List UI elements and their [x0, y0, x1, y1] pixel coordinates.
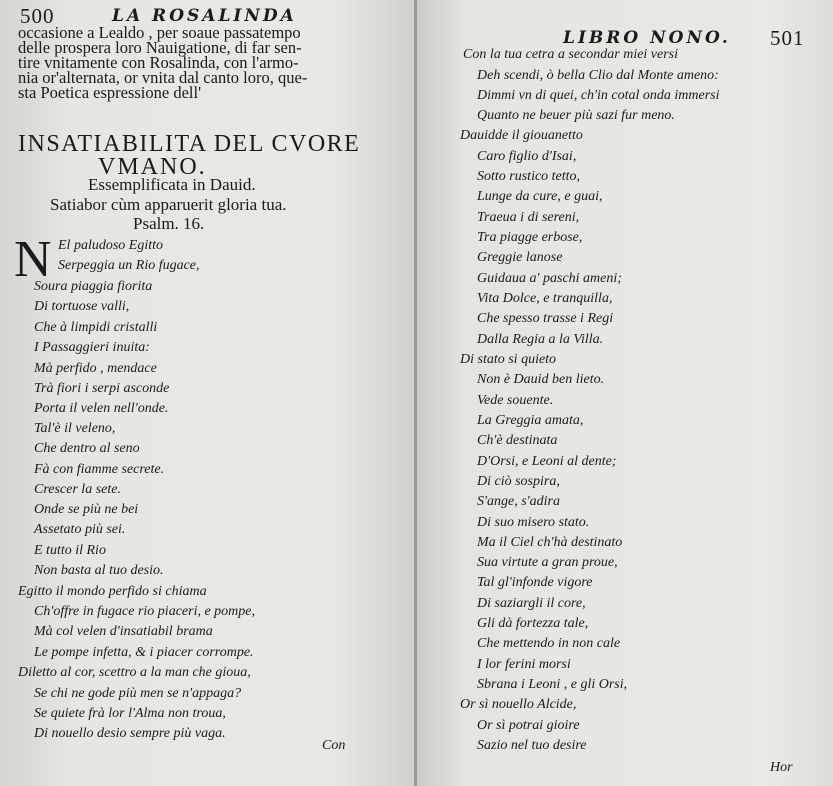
- prose-line: sta Poetica espressione dell': [18, 83, 202, 102]
- verse-line: Egitto il mondo perfido si chiama: [18, 584, 207, 599]
- prose-line: delle prospera loro Nauigatione, di far sen-: [18, 38, 302, 57]
- verse-line: Che mettendo in non cale: [477, 636, 621, 651]
- verse-line: Di nouello desio sempre più vaga.: [34, 726, 226, 741]
- verse-line: Caro figlio d'Isai,: [477, 149, 577, 164]
- verse-line: Che spesso trasse i Regi: [477, 311, 614, 326]
- verse-line: Di ciò sospira,: [477, 474, 560, 489]
- verse-line: Sotto rustico tetto,: [477, 169, 581, 184]
- verse-line: Or sì nouello Alcide,: [460, 697, 577, 712]
- drop-cap: N: [14, 231, 52, 288]
- verse-line: Dimmi vn di quei, ch'in cotal onda immersi: [477, 88, 720, 103]
- verse-line: Greggie lanose: [477, 250, 563, 265]
- verse-line: Assetato più sei.: [34, 522, 126, 537]
- prose-paragraph: [18, 25, 403, 100]
- verse-line: Mà perfido , mendace: [34, 361, 157, 376]
- verse-line: Tal'è il veleno,: [34, 421, 116, 436]
- verse-line: Lunge da cure, e guai,: [477, 189, 603, 204]
- right-page-number: 501: [770, 26, 805, 50]
- verse-line: Di tortuose valli,: [34, 299, 130, 314]
- verse-line: D'Orsi, e Leoni al dente;: [477, 454, 617, 469]
- left-page-number: 500: [20, 4, 55, 28]
- right-running-header: LIBRO NONO.: [563, 28, 731, 48]
- verse-line: Deh scendi, ò bella Clio dal Monte ameno:: [477, 68, 719, 83]
- verse-line: Che dentro al seno: [34, 441, 140, 456]
- verse-line: Non è Dauid ben lieto.: [477, 372, 605, 387]
- verse-line: Trà fiori i serpi asconde: [34, 381, 170, 396]
- verse-line: Non basta al tuo desio.: [34, 563, 164, 578]
- verse-line: Guidaua a' paschi ameni;: [477, 271, 622, 286]
- verse-line: Che à limpidi cristalli: [34, 320, 158, 335]
- verse-line: Traeua i di sereni,: [477, 210, 580, 225]
- verse-line: Le pompe infetta, & i piacer corrompe.: [34, 645, 254, 660]
- prose-line: nia or'alternata, or vnita dal canto loro, que-: [18, 68, 308, 87]
- verse-line: Onde se più ne bei: [34, 502, 139, 517]
- prose-line: tire vnitamente con Rosalinda, con l'armo-: [18, 53, 299, 72]
- verse-line: Di saziargli il core,: [477, 596, 586, 611]
- verse-line: E tutto il Rio: [34, 543, 106, 558]
- verse-line: Or sì potrai gioire: [477, 718, 580, 733]
- verse-line: Se quiete frà lor l'Alma non troua,: [34, 706, 226, 721]
- verse-line: Soura piaggia fiorita: [34, 279, 153, 294]
- epigraph-citation: Psalm. 16.: [133, 214, 205, 233]
- prose-line: occasione a Lealdo , per soaue passatempo: [18, 23, 301, 42]
- verse-line: Mà col velen d'insatiabil brama: [34, 624, 213, 639]
- left-running-header: LA ROSALINDA: [112, 6, 297, 26]
- verse-line: Tal gl'infonde vigore: [477, 575, 593, 590]
- verse-line: Ma il Ciel ch'hà destinato: [477, 535, 623, 550]
- verse-line: Se chi ne gode più men se n'appaga?: [34, 686, 242, 701]
- verse-line: Sbrana i Leoni , e gli Orsi,: [477, 677, 628, 692]
- verse-line: I Passaggieri inuita:: [34, 340, 150, 355]
- verse-line: Diletto al cor, scettro a la man che gioua,: [18, 665, 251, 680]
- poem-title: INSATIABILITA DEL CVORE: [18, 131, 361, 157]
- verse-line: Di stato si quieto: [460, 352, 557, 367]
- verse-line: Vita Dolce, e tranquilla,: [477, 291, 613, 306]
- verse-line: Gli dà fortezza tale,: [477, 616, 589, 631]
- right-page: [415, 0, 833, 786]
- poem-subtitle: Essemplificata in Dauid.: [88, 175, 256, 194]
- poem-title-continued: VMANO.: [98, 154, 207, 180]
- verse-line: Dauidde il giouanetto: [460, 128, 583, 143]
- verse-line: I lor ferini morsi: [477, 657, 571, 672]
- catchword: Con: [322, 738, 346, 753]
- verse-line: Tra piagge erbose,: [477, 230, 583, 245]
- verse-line: Con la tua cetra a secondar miei versi: [463, 47, 679, 62]
- verse-line: Di suo misero stato.: [477, 515, 590, 530]
- verse-line: Ch'offre in fugace rio piaceri, e pompe,: [34, 604, 255, 619]
- verse-line: La Greggia amata,: [477, 413, 584, 428]
- verse-line: Sua virtute a gran proue,: [477, 555, 618, 570]
- verse-line: Dalla Regia a la Villa.: [477, 332, 604, 347]
- verse-line: El paludoso Egitto: [58, 238, 163, 253]
- verse-line: Serpeggia un Rio fugace,: [58, 258, 200, 273]
- verse-line: Crescer la sete.: [34, 482, 121, 497]
- verse-line: Sazio nel tuo desire: [477, 738, 587, 753]
- verse-line: Porta il velen nell'onde.: [34, 401, 169, 416]
- catchword: Hor: [770, 760, 793, 775]
- epigraph-quote: Satiabor cùm apparuerit gloria tua.: [50, 195, 287, 214]
- verse-line: S'ange, s'adira: [477, 494, 560, 509]
- book-gutter: [414, 0, 417, 786]
- verse-line: Quanto ne beuer più sazi fur meno.: [477, 108, 675, 123]
- left-page: [0, 0, 415, 786]
- verse-line: Vede souente.: [477, 393, 554, 408]
- verse-line: Ch'è destinata: [477, 433, 558, 448]
- verse-line: Fà con fiamme secrete.: [34, 462, 165, 477]
